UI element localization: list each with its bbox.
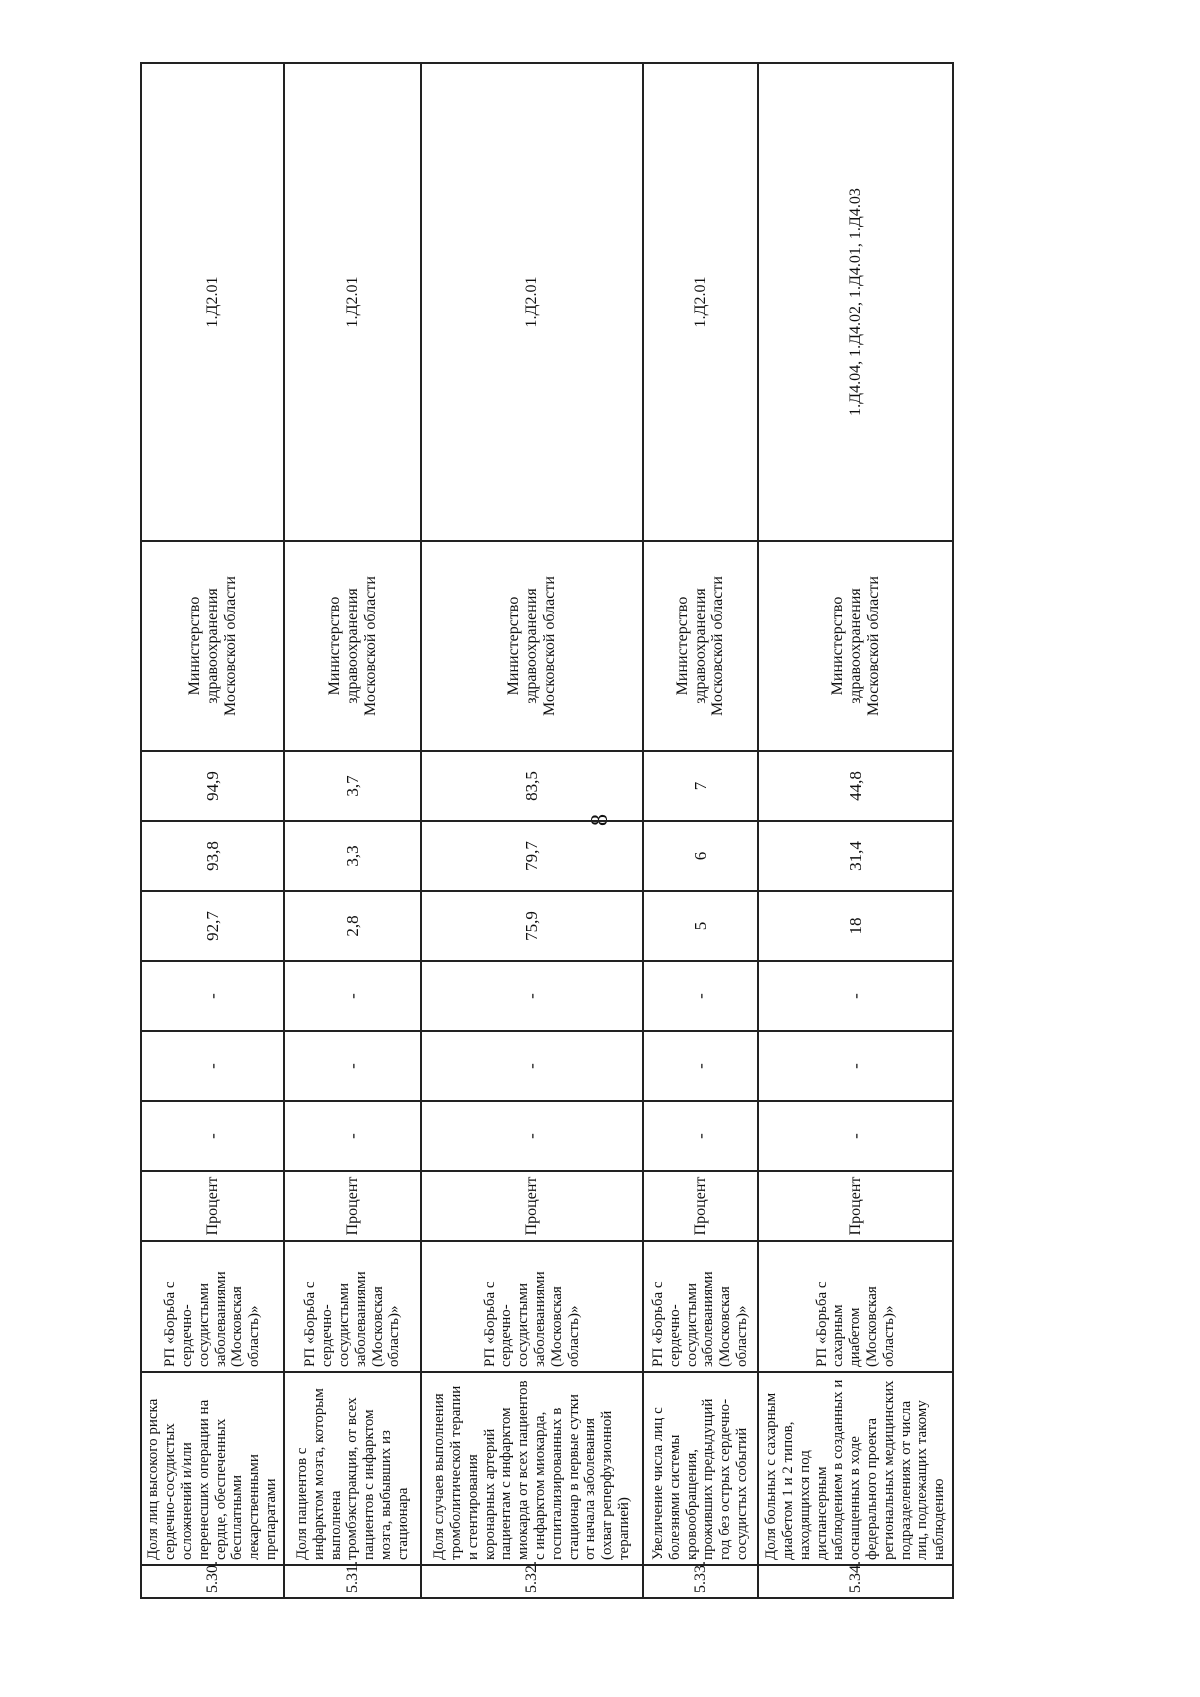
unit-cell: Процент xyxy=(643,1171,758,1241)
result-link-cell: 1.Д2.01 xyxy=(284,63,421,541)
responsible-cell: Министерство здравоохранения Московской области xyxy=(421,541,643,751)
regional-project: РП «Борьба с сахарным диабетом (Московская область)» xyxy=(758,1241,953,1372)
value-cell: - xyxy=(141,1101,284,1171)
table-row xyxy=(421,63,643,1598)
unit-cell: Процент xyxy=(758,1171,953,1241)
value-cell: - xyxy=(141,961,284,1031)
row-number: 5.34. xyxy=(758,1565,953,1598)
value-cell: 44,8 xyxy=(758,751,953,821)
table-row xyxy=(284,63,421,1598)
regional-project: РП «Борьба с сердечно-сосудистыми заболеваниями (Московская область)» xyxy=(643,1241,758,1372)
unit-cell: Процент xyxy=(421,1171,643,1241)
regional-project: РП «Борьба с сердечно-сосудистыми заболеваниями (Московская область)» xyxy=(141,1241,284,1372)
value-cell: 92,7 xyxy=(141,891,284,961)
result-link-cell: 1.Д2.01 xyxy=(421,63,643,541)
value-cell: - xyxy=(421,1101,643,1171)
table-row xyxy=(141,63,284,1598)
indicator-name: Доля пациентов с инфарктом мозга, которым выполнена тромбэкстракция, от всех пациентов с инфарктом мозга, выбывших из стационара xyxy=(284,1372,421,1565)
result-link-cell: 1.Д2.01 xyxy=(643,63,758,541)
value-cell: - xyxy=(643,1031,758,1101)
value-cell: - xyxy=(643,1101,758,1171)
row-number: 5.30. xyxy=(141,1565,284,1598)
indicator-name: Доля больных с сахарным диабетом 1 и 2 типов, находящихся под диспансерным наблюдением в созданных и оснащенных в ходе федерального проекта региональных медицинских подразделениях от числа лиц, подлежащих такому наблюдению xyxy=(758,1372,953,1565)
value-cell: 6 xyxy=(643,821,758,891)
value-cell: 18 xyxy=(758,891,953,961)
indicators-table-wrapper xyxy=(140,64,954,1599)
unit-cell: Процент xyxy=(284,1171,421,1241)
indicator-name: Доля случаев выполнения тромболитической терапии и стентирования коронарных артерий пациентам с инфарктом миокарда от всех пациентов с инфарктом миокарда, госпитализированных в стационар в первые сутки от начала заболевания (охват реперфузионной терапией) xyxy=(421,1372,643,1565)
responsible-cell: Министерство здравоохранения Московской области xyxy=(758,541,953,751)
value-cell: - xyxy=(758,961,953,1031)
value-cell: 5 xyxy=(643,891,758,961)
value-cell: - xyxy=(284,1101,421,1171)
result-link-cell: 1.Д4.04, 1.Д4.02, 1.Д4.01, 1.Д4.03 xyxy=(758,63,953,541)
page-number: 8 xyxy=(586,814,613,826)
regional-project: РП «Борьба с сердечно-сосудистыми заболеваниями (Московская область)» xyxy=(284,1241,421,1372)
indicator-name: Увеличение числа лиц с болезнями системы кровообращения, проживших предыдущий год без острых сердечно-сосудистых событий xyxy=(643,1372,758,1565)
value-cell: - xyxy=(758,1101,953,1171)
value-cell: 93,8 xyxy=(141,821,284,891)
indicators-table xyxy=(140,62,954,1599)
table-row xyxy=(758,63,953,1598)
row-number: 5.32. xyxy=(421,1565,643,1598)
value-cell: - xyxy=(284,1031,421,1101)
value-cell: 94,9 xyxy=(141,751,284,821)
responsible-cell: Министерство здравоохранения Московской области xyxy=(284,541,421,751)
responsible-cell: Министерство здравоохранения Московской области xyxy=(643,541,758,751)
value-cell: - xyxy=(421,1031,643,1101)
value-cell: 2,8 xyxy=(284,891,421,961)
row-number: 5.31. xyxy=(284,1565,421,1598)
unit-cell: Процент xyxy=(141,1171,284,1241)
table-row xyxy=(643,63,758,1598)
value-cell: - xyxy=(284,961,421,1031)
value-cell: - xyxy=(141,1031,284,1101)
value-cell: - xyxy=(758,1031,953,1101)
value-cell: 3,7 xyxy=(284,751,421,821)
result-link-cell: 1.Д2.01 xyxy=(141,63,284,541)
responsible-cell: Министерство здравоохранения Московской области xyxy=(141,541,284,751)
row-number: 5.33. xyxy=(643,1565,758,1598)
value-cell: - xyxy=(421,961,643,1031)
value-cell: 75,9 xyxy=(421,891,643,961)
regional-project: РП «Борьба с сердечно-сосудистыми заболеваниями (Московская область)» xyxy=(421,1241,643,1372)
value-cell: - xyxy=(643,961,758,1031)
indicator-name: Доля лиц высокого риска сердечно-сосудистых осложнений и/или перенесших операции на сердце, обеспеченных бесплатными лекарственными препаратами xyxy=(141,1372,284,1565)
value-cell: 79,7 xyxy=(421,821,643,891)
value-cell: 3,3 xyxy=(284,821,421,891)
value-cell: 83,5 xyxy=(421,751,643,821)
value-cell: 31,4 xyxy=(758,821,953,891)
value-cell: 7 xyxy=(643,751,758,821)
